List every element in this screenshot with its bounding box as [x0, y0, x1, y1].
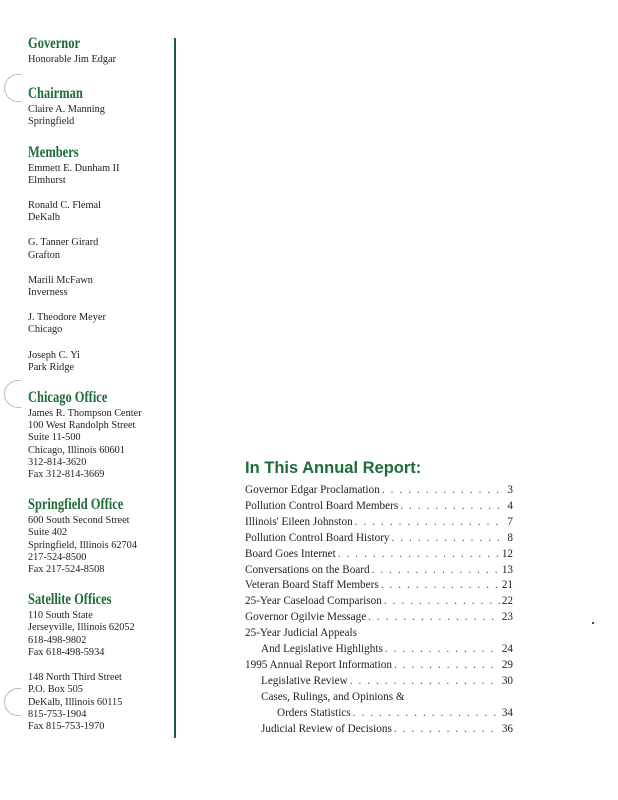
- toc-entry: [245, 594, 513, 610]
- toc-entry-label: Governor Ogilvie Message: [245, 611, 367, 624]
- toc-entry-page: 30: [501, 674, 513, 687]
- toc-entry-page: 22: [501, 595, 513, 608]
- toc-entry-page: 29: [501, 658, 513, 671]
- member-name: Marili McFawn: [28, 274, 93, 286]
- toc-entry-page: 3: [507, 484, 513, 496]
- phone-line: 815-753-1904: [28, 708, 87, 720]
- toc-entry: [245, 578, 513, 594]
- toc-entry-label: Judicial Review of Decisions: [261, 722, 392, 735]
- address-line: Suite 402: [28, 527, 68, 539]
- member-entry: [28, 275, 170, 299]
- member-city: Chicago: [28, 324, 63, 336]
- toc-entry-label: Governor Edgar Proclamation: [245, 484, 380, 496]
- toc-entry-label: 25-Year Judicial Appeals: [245, 627, 357, 640]
- member-city: Grafton: [28, 249, 61, 261]
- toc-entry: [245, 531, 513, 547]
- toc-entry: [245, 563, 513, 579]
- satellite-offices-section: [28, 590, 170, 733]
- binder-hole-arc: [4, 688, 21, 716]
- vertical-divider: [174, 38, 176, 738]
- satellite-offices-heading: Satellite Offices: [28, 591, 112, 609]
- springfield-office-heading: Springfield Office: [28, 496, 124, 514]
- address-line: Springfield, Illinois 62704: [28, 539, 137, 551]
- toc-entry: [245, 483, 513, 499]
- toc-entry-label: Legislative Review: [261, 674, 348, 687]
- address-line: Jerseyville, Illinois 62052: [28, 622, 135, 634]
- toc-entry-label: Pollution Control Board History: [245, 531, 390, 544]
- address-line: 600 South Second Street: [28, 515, 130, 527]
- member-entry: [28, 163, 170, 187]
- toc-entry-page: 8: [507, 531, 513, 544]
- toc-entry-label: Cases, Rulings, and Opinions &: [261, 690, 405, 703]
- chairman-city: Springfield: [28, 116, 75, 128]
- chairman-name: Claire A. Manning: [28, 104, 105, 116]
- binder-hole-arc: [4, 380, 21, 408]
- toc-entry-label: Conversations on the Board: [245, 563, 370, 576]
- toc-entry-page: 36: [501, 722, 513, 735]
- member-city: DeKalb: [28, 212, 61, 224]
- member-name: Joseph C. Yi: [28, 349, 80, 361]
- address-line: Suite 11-500: [28, 432, 81, 444]
- satellite-office-jerseyville: [28, 610, 170, 659]
- table-of-contents-title: In This Annual Report:: [245, 459, 422, 477]
- toc-entry-label: 25-Year Caseload Comparison: [245, 595, 382, 608]
- toc-entry-page: 21: [501, 579, 513, 592]
- toc-entry: [245, 722, 513, 738]
- chairman-section: [28, 84, 170, 128]
- members-section: [28, 143, 170, 374]
- member-city: Inverness: [28, 287, 68, 299]
- toc-entry-page: 24: [501, 643, 513, 656]
- toc-entry-label: Veteran Board Staff Members: [245, 579, 379, 592]
- toc-entry-page: 34: [501, 706, 513, 719]
- member-entry: [28, 200, 170, 224]
- toc-entry: [245, 499, 513, 515]
- toc-entry-page: 4: [507, 499, 513, 512]
- toc-entry: [245, 515, 513, 531]
- governor-section: [28, 34, 170, 66]
- governor-heading: Governor: [28, 35, 80, 52]
- member-name: Ronald C. Flemal: [28, 200, 101, 212]
- address-line: 100 West Randolph Street: [28, 420, 136, 432]
- stray-mark: [592, 622, 594, 624]
- toc-entry: [245, 642, 513, 658]
- member-entry: [28, 237, 170, 261]
- member-entry: [28, 350, 170, 374]
- toc-entry-page: 13: [501, 563, 513, 576]
- toc-entry: [245, 690, 513, 706]
- member-name: J. Theodore Meyer: [28, 312, 106, 324]
- board-directory-sidebar: [28, 34, 170, 733]
- satellite-office-dekalb: [28, 672, 170, 733]
- toc-entry: [245, 674, 513, 690]
- fax-line: Fax 815-753-1970: [28, 720, 105, 732]
- member-name: G. Tanner Girard: [28, 237, 99, 249]
- phone-line: 312-814-3620: [28, 456, 87, 468]
- address-line: 148 North Third Street: [28, 672, 122, 684]
- toc-entry-label: And Legislative Highlights: [261, 643, 383, 656]
- phone-line: 618-498-9802: [28, 634, 87, 646]
- fax-line: Fax 312-814-3669: [28, 469, 105, 481]
- fax-line: Fax 618-498-5934: [28, 646, 105, 658]
- address-line: 110 South State: [28, 610, 93, 622]
- toc-entry-page: 7: [507, 515, 513, 528]
- member-entry: [28, 312, 170, 336]
- toc-entry-label: 1995 Annual Report Information: [245, 658, 392, 671]
- member-city: Park Ridge: [28, 361, 75, 373]
- chicago-office-section: [28, 388, 170, 481]
- members-heading: Members: [28, 143, 79, 161]
- address-line: DeKalb, Illinois 60115: [28, 696, 123, 708]
- toc-entry: [245, 547, 513, 563]
- member-name: Emmett E. Dunham II: [28, 162, 120, 174]
- springfield-office-section: [28, 495, 170, 576]
- table-of-contents: [245, 483, 513, 738]
- fax-line: Fax 217-524-8508: [28, 564, 105, 576]
- toc-entry: [245, 706, 513, 722]
- member-city: Elmhurst: [28, 174, 66, 186]
- address-line: P.O. Box 505: [28, 684, 83, 696]
- toc-entry-label: Pollution Control Board Members: [245, 499, 399, 512]
- binder-hole-arc: [4, 74, 21, 102]
- address-line: Chicago, Illinois 60601: [28, 444, 125, 456]
- phone-line: 217-524-8500: [28, 551, 87, 563]
- toc-entry-label: Orders Statistics: [277, 706, 351, 719]
- toc-entry: [245, 626, 513, 642]
- chicago-office-heading: Chicago Office: [28, 389, 108, 407]
- toc-entry-page: 12: [501, 547, 513, 560]
- toc-entry-label: Board Goes Internet: [245, 547, 336, 560]
- governor-name: Honorable Jim Edgar: [28, 54, 117, 65]
- address-line: James R. Thompson Center: [28, 408, 142, 420]
- toc-entry-label: Illinois' Eileen Johnston: [245, 515, 353, 528]
- toc-entry: [245, 610, 513, 626]
- toc-entry-page: 23: [501, 611, 513, 624]
- toc-entry: [245, 658, 513, 674]
- chairman-heading: Chairman: [28, 85, 83, 103]
